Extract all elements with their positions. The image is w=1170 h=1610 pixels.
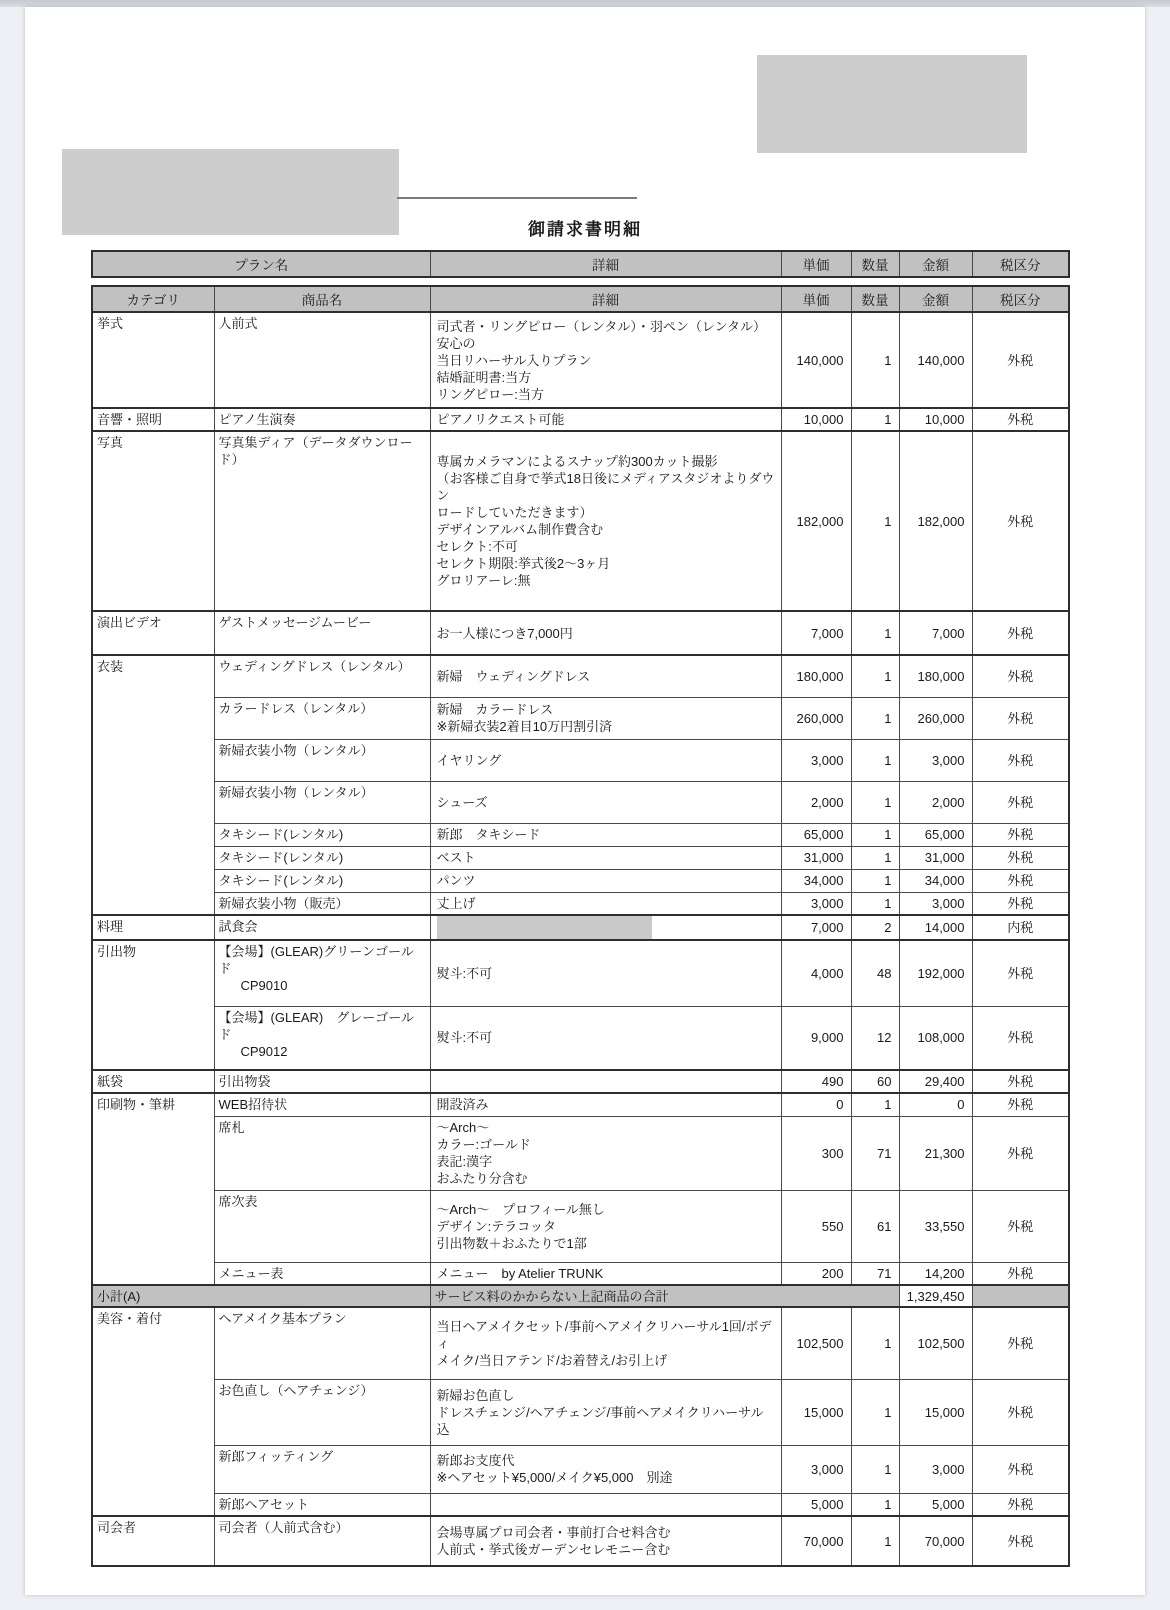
amount-cell: 3,000 [899, 739, 972, 781]
detail-line: ロードしていただきます） [436, 505, 593, 520]
detail-line: 結婚証明書:当方 [436, 369, 532, 385]
item-detail-cell [430, 1006, 781, 1070]
item-name-cell [214, 823, 430, 846]
detail-line: セレクト期限:挙式後2～3ヶ月 [436, 556, 611, 571]
invoice-page [25, 7, 1145, 1595]
unit-price-cell: 182,000 [781, 431, 851, 611]
item-row [92, 1307, 1069, 1379]
amount-cell: 29,400 [899, 1070, 972, 1093]
items-table [91, 285, 1070, 1567]
item-name-cell [214, 940, 430, 1006]
unit-price-cell: 102,500 [781, 1307, 851, 1379]
amount-cell: 3,000 [899, 1445, 972, 1493]
category-cell: 料理 [92, 915, 214, 940]
item-detail-cell [430, 1093, 781, 1116]
quantity-cell: 1 [851, 823, 899, 846]
category-cell: 引出物 [92, 940, 214, 1070]
quantity-cell: 1 [851, 1379, 899, 1445]
item-name-cell [214, 697, 430, 739]
items-col-name: 商品名 [214, 286, 430, 312]
amount-cell: 3,000 [899, 892, 972, 915]
tax-type-cell: 外税 [972, 312, 1069, 408]
quantity-cell: 1 [851, 431, 899, 611]
item-detail-cell [430, 408, 781, 431]
item-name-cell [214, 1070, 430, 1093]
quantity-cell: 1 [851, 1307, 899, 1379]
unit-price-cell: 200 [781, 1262, 851, 1285]
item-code: CP9010 [240, 978, 288, 993]
quantity-cell: 1 [851, 1445, 899, 1493]
tax-type-cell: 外税 [972, 1516, 1069, 1566]
quantity-cell: 1 [851, 892, 899, 915]
item-name-cell [214, 1379, 430, 1445]
item-detail-cell [430, 697, 781, 739]
quantity-cell: 1 [851, 408, 899, 431]
item-name-cell [214, 846, 430, 869]
item-name-cell [214, 1493, 430, 1516]
amount-cell: 180,000 [899, 655, 972, 697]
detail-line: ベスト [436, 850, 476, 865]
unit-price-cell: 0 [781, 1093, 851, 1116]
tax-type-cell: 外税 [972, 892, 1069, 915]
detail-line: 専属カメラマンによるスナップ約300カット撮影 [436, 454, 718, 469]
plan-col-qty: 数量 [851, 251, 899, 277]
item-name: 引出物袋 [218, 1074, 271, 1089]
subtotal-amount: 1,329,450 [899, 1285, 972, 1307]
category-cell: 美容・着付 [92, 1307, 214, 1516]
unit-price-cell: 34,000 [781, 869, 851, 892]
items-col-tax: 税区分 [972, 286, 1069, 312]
category-cell: 印刷物・筆耕 [92, 1093, 214, 1285]
item-name-cell [214, 739, 430, 781]
tax-type-cell: 外税 [972, 1116, 1069, 1190]
item-detail-cell [430, 1070, 781, 1093]
tax-type-cell: 外税 [972, 1190, 1069, 1262]
category-cell: 挙式 [92, 312, 214, 408]
quantity-cell: 1 [851, 697, 899, 739]
detail-line: リングピロー:当方 [436, 386, 544, 402]
item-row [92, 408, 1069, 431]
item-detail-cell [430, 892, 781, 915]
detail-line: カラー:ゴールド [436, 1137, 531, 1152]
item-name: タキシード(レンタル) [218, 826, 344, 842]
detail-line: 司式者・リングピロー（レンタル）・羽ペン（レンタル）安心の [436, 318, 767, 351]
item-row [92, 1070, 1069, 1093]
item-name-cell [214, 1006, 430, 1070]
amount-cell: 2,000 [899, 781, 972, 823]
plan-col-unit: 単価 [781, 251, 851, 277]
amount-cell: 5,000 [899, 1493, 972, 1516]
unit-price-cell: 5,000 [781, 1493, 851, 1516]
item-name: 席札 [218, 1119, 245, 1135]
detail-line: ～Arch～ プロフィール無し [436, 1201, 605, 1217]
detail-line: デザイン:テラコッタ [436, 1218, 556, 1234]
unit-price-cell: 2,000 [781, 781, 851, 823]
amount-cell: 182,000 [899, 431, 972, 611]
tax-type-cell: 外税 [972, 1379, 1069, 1445]
items-tbody [92, 312, 1069, 1566]
item-row [92, 940, 1069, 1006]
item-name: カラードレス（レンタル） [218, 700, 374, 716]
item-detail-cell [430, 312, 781, 408]
plan-col-name: プラン名 [92, 251, 430, 277]
tax-type-cell: 外税 [972, 781, 1069, 823]
item-row [92, 1516, 1069, 1566]
item-name: 新郎フィッティング [218, 1448, 334, 1464]
tax-type-cell: 外税 [972, 1070, 1069, 1093]
name-underline [397, 197, 637, 199]
amount-cell: 70,000 [899, 1516, 972, 1566]
item-detail-cell [430, 739, 781, 781]
unit-price-cell: 3,000 [781, 739, 851, 781]
unit-price-cell: 260,000 [781, 697, 851, 739]
item-name: 新郎ヘアセット [218, 1496, 309, 1512]
item-name-cell [214, 655, 430, 697]
item-name-cell [214, 611, 430, 655]
items-col-unit: 単価 [781, 286, 851, 312]
unit-price-cell: 4,000 [781, 940, 851, 1006]
photo-top-edge [0, 0, 1170, 7]
category-cell: 衣装 [92, 655, 214, 915]
detail-line: 新郎 タキシード [436, 827, 541, 842]
detail-line: ピアノリクエスト可能 [436, 412, 565, 427]
item-name-cell [214, 1262, 430, 1285]
amount-cell: 102,500 [899, 1307, 972, 1379]
item-name: WEB招待状 [218, 1097, 288, 1112]
unit-price-cell: 7,000 [781, 611, 851, 655]
unit-price-cell: 180,000 [781, 655, 851, 697]
quantity-cell: 1 [851, 312, 899, 408]
detail-line: （お客様ご自身で挙式18日後にメディアスタジオよりダウン [436, 471, 775, 503]
item-row [92, 739, 1069, 781]
item-name-cell [214, 312, 430, 408]
item-row [92, 697, 1069, 739]
item-detail-cell [430, 611, 781, 655]
plan-col-amount: 金額 [899, 251, 972, 277]
tax-type-cell: 外税 [972, 1493, 1069, 1516]
items-col-amount: 金額 [899, 286, 972, 312]
item-row [92, 611, 1069, 655]
item-row [92, 1116, 1069, 1190]
amount-cell: 21,300 [899, 1116, 972, 1190]
unit-price-cell: 3,000 [781, 892, 851, 915]
item-detail-cell [430, 1445, 781, 1493]
item-detail-cell [430, 1262, 781, 1285]
detail-line: 熨斗:不可 [436, 965, 493, 981]
unit-price-cell: 15,000 [781, 1379, 851, 1445]
tax-type-cell: 外税 [972, 940, 1069, 1006]
item-row [92, 915, 1069, 940]
detail-line: イヤリング [436, 752, 502, 768]
detail-line: おふたり分含む [436, 1171, 528, 1186]
item-detail-cell [430, 781, 781, 823]
category-cell: 司会者 [92, 1516, 214, 1566]
unit-price-cell: 10,000 [781, 408, 851, 431]
subtotal-detail: サービス料のかからない上記商品の合計 [430, 1285, 899, 1307]
item-row [92, 892, 1069, 915]
detail-line: セレクト:不可 [436, 539, 518, 554]
detail-line: 新婦お色直し [436, 1387, 515, 1403]
detail-line: メイク/当日アテンド/お着替え/お引上げ [436, 1352, 668, 1368]
plan-header-table [91, 250, 1070, 278]
item-name: ヘアメイク基本プラン [218, 1311, 347, 1326]
amount-cell: 0 [899, 1093, 972, 1116]
tax-type-cell: 外税 [972, 655, 1069, 697]
item-row [92, 1006, 1069, 1070]
detail-line: 会場専属プロ司会者・事前打合せ料含む [436, 1525, 671, 1540]
item-name: ピアノ生演奏 [218, 412, 296, 427]
tax-type-cell: 外税 [972, 823, 1069, 846]
item-row [92, 781, 1069, 823]
tax-type-cell: 外税 [972, 697, 1069, 739]
item-row [92, 312, 1069, 408]
item-name: 写真集ディア（データダウンロード） [218, 435, 413, 467]
detail-line: 表記:漢字 [436, 1154, 493, 1169]
page-title: 御請求書明細 [528, 220, 642, 239]
item-row [92, 1093, 1069, 1116]
quantity-cell: 1 [851, 1493, 899, 1516]
plan-header-row [92, 251, 1069, 277]
quantity-cell: 1 [851, 611, 899, 655]
item-name: 司会者（人前式含む） [218, 1520, 349, 1535]
category-cell: 演出ビデオ [92, 611, 214, 655]
item-name: 新婦衣装小物（レンタル） [218, 742, 374, 758]
unit-price-cell: 70,000 [781, 1516, 851, 1566]
amount-cell: 65,000 [899, 823, 972, 846]
item-name: お色直し（ヘアチェンジ） [218, 1382, 374, 1398]
quantity-cell: 71 [851, 1262, 899, 1285]
detail-line: ※ヘアセット¥5,000/メイク¥5,000 別途 [436, 1470, 673, 1485]
redacted-detail-box [437, 915, 652, 940]
item-name-cell [214, 781, 430, 823]
detail-line: ～Arch～ [436, 1120, 490, 1135]
items-header-row [92, 286, 1069, 312]
detail-line: 新婦 カラードレス [436, 702, 554, 717]
quantity-cell: 71 [851, 1116, 899, 1190]
item-detail-cell [430, 1190, 781, 1262]
amount-cell: 10,000 [899, 408, 972, 431]
detail-line: 熨斗:不可 [436, 1030, 493, 1046]
item-detail-cell [430, 940, 781, 1006]
item-name-cell [214, 1093, 430, 1116]
quantity-cell: 61 [851, 1190, 899, 1262]
item-name-cell [214, 1190, 430, 1262]
tax-type-cell: 外税 [972, 408, 1069, 431]
unit-price-cell: 300 [781, 1116, 851, 1190]
item-row [92, 846, 1069, 869]
item-name-cell [214, 869, 430, 892]
quantity-cell: 12 [851, 1006, 899, 1070]
unit-price-cell: 7,000 [781, 915, 851, 940]
item-row [92, 431, 1069, 611]
detail-line: 人前式・挙式後ガーデンセレモニー含む [436, 1542, 671, 1557]
amount-cell: 192,000 [899, 940, 972, 1006]
quantity-cell: 60 [851, 1070, 899, 1093]
tax-type-cell: 外税 [972, 739, 1069, 781]
quantity-cell: 1 [851, 655, 899, 697]
item-row [92, 823, 1069, 846]
item-row [92, 1262, 1069, 1285]
item-row [92, 869, 1069, 892]
detail-line: 当日リハーサル入りプラン [436, 352, 592, 368]
tax-type-cell: 外税 [972, 869, 1069, 892]
item-name-cell [214, 431, 430, 611]
detail-line: デザインアルバム制作費含む [436, 522, 604, 537]
plan-col-tax: 税区分 [972, 251, 1069, 277]
item-row [92, 1493, 1069, 1516]
item-row [92, 1379, 1069, 1445]
item-name-cell [214, 1445, 430, 1493]
amount-cell: 14,000 [899, 915, 972, 940]
item-detail-cell [430, 1379, 781, 1445]
detail-line: 当日ヘアメイクセット/事前ヘアメイクリハーサル1回/ボディ [436, 1318, 772, 1351]
amount-cell: 108,000 [899, 1006, 972, 1070]
quantity-cell: 1 [851, 869, 899, 892]
quantity-cell: 1 [851, 739, 899, 781]
item-detail-cell [430, 1516, 781, 1566]
item-name-cell [214, 1116, 430, 1190]
item-detail-cell [430, 1307, 781, 1379]
category-cell: 紙袋 [92, 1070, 214, 1093]
item-row [92, 1190, 1069, 1262]
unit-price-cell: 550 [781, 1190, 851, 1262]
subtotal-tax-cell [972, 1285, 1069, 1307]
category-cell: 写真 [92, 431, 214, 611]
item-name: 新婦衣装小物（販売） [218, 895, 349, 911]
plan-col-detail: 詳細 [430, 251, 781, 277]
redacted-box-recipient [757, 55, 1027, 153]
item-detail-cell [430, 915, 781, 940]
unit-price-cell: 31,000 [781, 846, 851, 869]
item-name-cell [214, 1516, 430, 1566]
item-name: 【会場】(GLEAR) グレーゴールド [218, 1009, 414, 1042]
detail-line: 開設済み [436, 1097, 489, 1113]
tax-type-cell: 外税 [972, 1093, 1069, 1116]
item-name: 試食会 [218, 919, 258, 934]
detail-line: 新郎お支度代 [436, 1453, 515, 1468]
tax-type-cell: 外税 [972, 1006, 1069, 1070]
item-name: 人前式 [218, 316, 258, 331]
item-name: ゲストメッセージムービー [218, 615, 372, 630]
detail-line: お一人様につき7,000円 [436, 625, 573, 641]
quantity-cell: 1 [851, 781, 899, 823]
item-name: 【会場】(GLEAR)グリーンゴールド [218, 944, 414, 976]
tax-type-cell: 内税 [972, 915, 1069, 940]
amount-cell: 31,000 [899, 846, 972, 869]
item-name: タキシード(レンタル) [218, 849, 344, 865]
amount-cell: 34,000 [899, 869, 972, 892]
item-detail-cell [430, 431, 781, 611]
quantity-cell: 2 [851, 915, 899, 940]
item-name-cell [214, 1307, 430, 1379]
item-name: 席次表 [218, 1193, 258, 1209]
quantity-cell: 1 [851, 1516, 899, 1566]
item-name-cell [214, 408, 430, 431]
item-detail-cell [430, 1493, 781, 1516]
item-detail-cell [430, 823, 781, 846]
unit-price-cell: 3,000 [781, 1445, 851, 1493]
unit-price-cell: 9,000 [781, 1006, 851, 1070]
items-col-category: カテゴリ [92, 286, 214, 312]
item-detail-cell [430, 869, 781, 892]
item-detail-cell [430, 1116, 781, 1190]
tax-type-cell: 外税 [972, 846, 1069, 869]
detail-line: 新婦 ウェディングドレス [436, 668, 591, 684]
amount-cell: 140,000 [899, 312, 972, 408]
detail-line: ※新婦衣装2着目10万円割引済 [436, 719, 613, 734]
item-detail-cell [430, 846, 781, 869]
detail-line: グロリアーレ:無 [436, 573, 531, 588]
item-code: CP9012 [240, 1043, 288, 1059]
amount-cell: 14,200 [899, 1262, 972, 1285]
subtotal-row [92, 1285, 1069, 1307]
detail-line: パンツ [436, 873, 476, 888]
tax-type-cell: 外税 [972, 611, 1069, 655]
detail-line: シューズ [436, 794, 488, 810]
quantity-cell: 48 [851, 940, 899, 1006]
tax-type-cell: 外税 [972, 1307, 1069, 1379]
item-name-cell [214, 892, 430, 915]
amount-cell: 260,000 [899, 697, 972, 739]
unit-price-cell: 65,000 [781, 823, 851, 846]
unit-price-cell: 140,000 [781, 312, 851, 408]
amount-cell: 15,000 [899, 1379, 972, 1445]
unit-price-cell: 490 [781, 1070, 851, 1093]
category-cell: 音響・照明 [92, 408, 214, 431]
item-name: ウェディングドレス（レンタル） [218, 659, 411, 674]
item-name: タキシード(レンタル) [218, 872, 344, 888]
amount-cell: 7,000 [899, 611, 972, 655]
quantity-cell: 1 [851, 846, 899, 869]
item-row [92, 1445, 1069, 1493]
item-name: メニュー表 [218, 1265, 284, 1281]
tax-type-cell: 外税 [972, 431, 1069, 611]
detail-line: メニュー by Atelier TRUNK [436, 1265, 604, 1281]
items-col-qty: 数量 [851, 286, 899, 312]
subtotal-label: 小計(A) [92, 1285, 430, 1307]
quantity-cell: 1 [851, 1093, 899, 1116]
item-row [92, 655, 1069, 697]
item-detail-cell [430, 655, 781, 697]
detail-line: ドレスチェンジ/ヘアチェンジ/事前ヘアメイクリハーサル込 [436, 1404, 764, 1437]
amount-cell: 33,550 [899, 1190, 972, 1262]
tax-type-cell: 外税 [972, 1262, 1069, 1285]
detail-line: 丈上げ [436, 895, 476, 911]
item-name-cell [214, 915, 430, 940]
tax-type-cell: 外税 [972, 1445, 1069, 1493]
detail-line: 引出物数＋おふたりで1部 [436, 1235, 587, 1251]
item-name: 新婦衣装小物（レンタル） [218, 784, 374, 800]
items-col-detail: 詳細 [430, 286, 781, 312]
